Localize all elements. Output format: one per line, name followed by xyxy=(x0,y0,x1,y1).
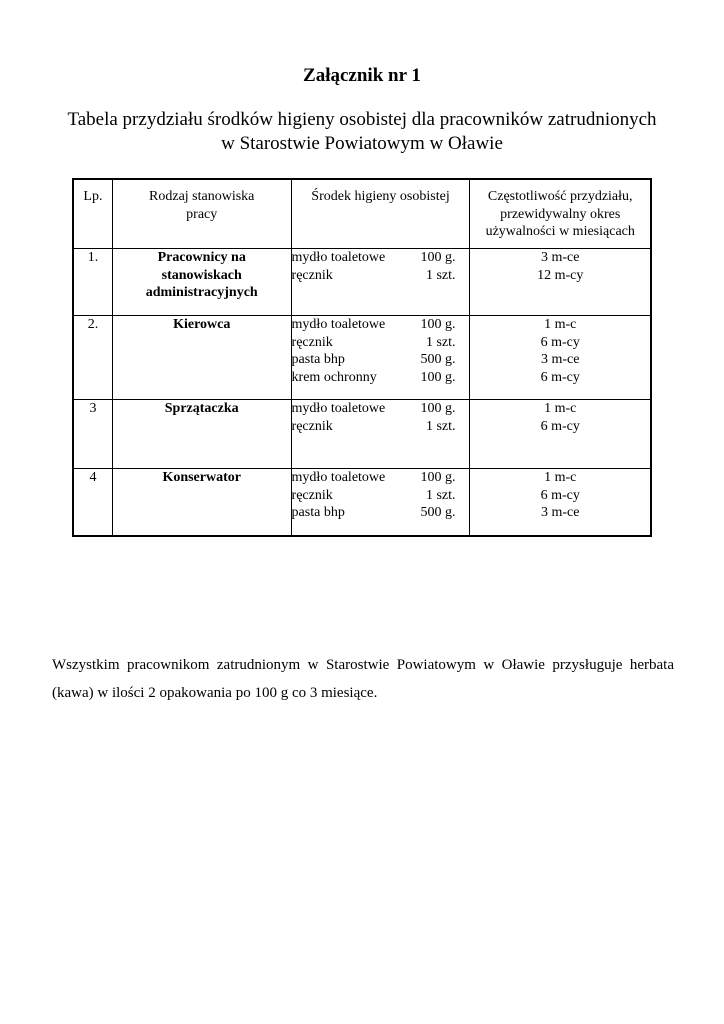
item-line xyxy=(292,369,456,387)
item-name: mydło toaletowe xyxy=(291,401,386,416)
row-position xyxy=(112,249,291,316)
table-header-row xyxy=(73,179,651,249)
row-items xyxy=(291,316,470,400)
row-frequency xyxy=(470,249,651,316)
position-line: administracyjnych xyxy=(145,285,258,300)
row-lp: 1. xyxy=(73,249,112,316)
footer-note: Wszystkim pracownikom zatrudnionym w Starostwie Powiatowym w Oławie przysługuje herbata (kawa) w ilości 2 opakowania po 100 g co 3 miesiące. xyxy=(52,657,674,701)
item-name: mydło toaletowe xyxy=(291,250,386,265)
row-items xyxy=(291,249,470,316)
item-line xyxy=(292,469,456,487)
position-line: stanowiskach xyxy=(161,267,242,283)
frequency-value: 3 m-ce xyxy=(540,352,580,367)
item-quantity: 1 szt. xyxy=(425,334,456,350)
row-items xyxy=(291,469,470,537)
table-row xyxy=(73,249,651,316)
item-quantity: 500 g. xyxy=(420,505,456,520)
row-frequency xyxy=(470,316,651,400)
document-title: Załącznik nr 1 xyxy=(303,65,421,86)
table-row xyxy=(73,400,651,469)
frequency-value: 3 m-ce xyxy=(540,505,580,520)
row-lp: 3 xyxy=(73,400,112,469)
item-quantity: 100 g. xyxy=(420,470,456,485)
item-line xyxy=(292,400,456,418)
item-line xyxy=(292,267,456,285)
header-lp: Lp. xyxy=(73,179,112,249)
position-line: Kierowca xyxy=(173,317,231,332)
hygiene-table xyxy=(72,178,652,537)
item-line xyxy=(292,418,456,436)
item-name: ręcznik xyxy=(291,267,333,283)
item-quantity: 500 g. xyxy=(420,352,456,367)
item-quantity: 100 g. xyxy=(420,401,456,416)
item-line xyxy=(292,249,456,267)
row-lp: 2. xyxy=(73,316,112,400)
position-line: Sprzątaczka xyxy=(164,401,239,416)
frequency-value: 6 m-cy xyxy=(540,334,580,350)
item-name: pasta bhp xyxy=(291,352,345,367)
item-quantity: 100 g. xyxy=(420,369,456,385)
row-items xyxy=(291,400,470,469)
header-frequency-line: Częstotliwość przydziału, xyxy=(487,189,633,204)
header-frequency-line: używalności w miesiącach xyxy=(485,224,635,239)
item-quantity: 1 szt. xyxy=(425,487,456,503)
header-position-line: pracy xyxy=(186,206,218,222)
item-name: pasta bhp xyxy=(291,505,345,520)
table-row xyxy=(73,316,651,400)
item-name: krem ochronny xyxy=(291,369,377,385)
item-name: mydło toaletowe xyxy=(291,470,386,485)
frequency-value: 1 m-c xyxy=(544,470,577,485)
frequency-value: 12 m-cy xyxy=(537,267,584,283)
subtitle-line: w Starostwie Powiatowym w Oławie xyxy=(221,133,503,154)
position-line: Pracownicy na xyxy=(157,250,246,265)
document-subtitle xyxy=(0,108,724,156)
frequency-value: 6 m-cy xyxy=(540,487,580,503)
row-lp: 4 xyxy=(73,469,112,537)
frequency-value: 6 m-cy xyxy=(540,418,580,434)
row-position xyxy=(112,469,291,537)
position-line: Konserwator xyxy=(162,470,241,485)
item-quantity: 1 szt. xyxy=(425,267,456,283)
item-name: ręcznik xyxy=(291,334,333,350)
table-row xyxy=(73,469,651,537)
frequency-value: 1 m-c xyxy=(544,401,577,416)
frequency-value: 1 m-c xyxy=(544,317,577,332)
row-position xyxy=(112,316,291,400)
subtitle-line: Tabela przydziału środków higieny osobistej dla pracowników zatrudnionych xyxy=(67,109,657,130)
item-quantity: 100 g. xyxy=(420,250,456,265)
row-position xyxy=(112,400,291,469)
header-item: Środek higieny osobistej xyxy=(291,179,470,249)
frequency-value: 6 m-cy xyxy=(540,369,580,385)
item-line xyxy=(292,351,456,369)
item-quantity: 1 szt. xyxy=(425,418,456,434)
item-quantity: 100 g. xyxy=(420,317,456,332)
item-line xyxy=(292,334,456,352)
row-frequency xyxy=(470,400,651,469)
header-frequency xyxy=(470,179,651,249)
header-frequency-line: przewidywalny okres xyxy=(500,206,621,222)
item-line xyxy=(292,487,456,505)
item-line xyxy=(292,504,456,522)
frequency-value: 3 m-ce xyxy=(540,250,580,265)
item-name: ręcznik xyxy=(291,487,333,503)
item-name: mydło toaletowe xyxy=(291,317,386,332)
item-name: ręcznik xyxy=(291,418,333,434)
header-position-line: Rodzaj stanowiska xyxy=(149,189,255,204)
header-position xyxy=(112,179,291,249)
row-frequency xyxy=(470,469,651,537)
item-line xyxy=(292,316,456,334)
